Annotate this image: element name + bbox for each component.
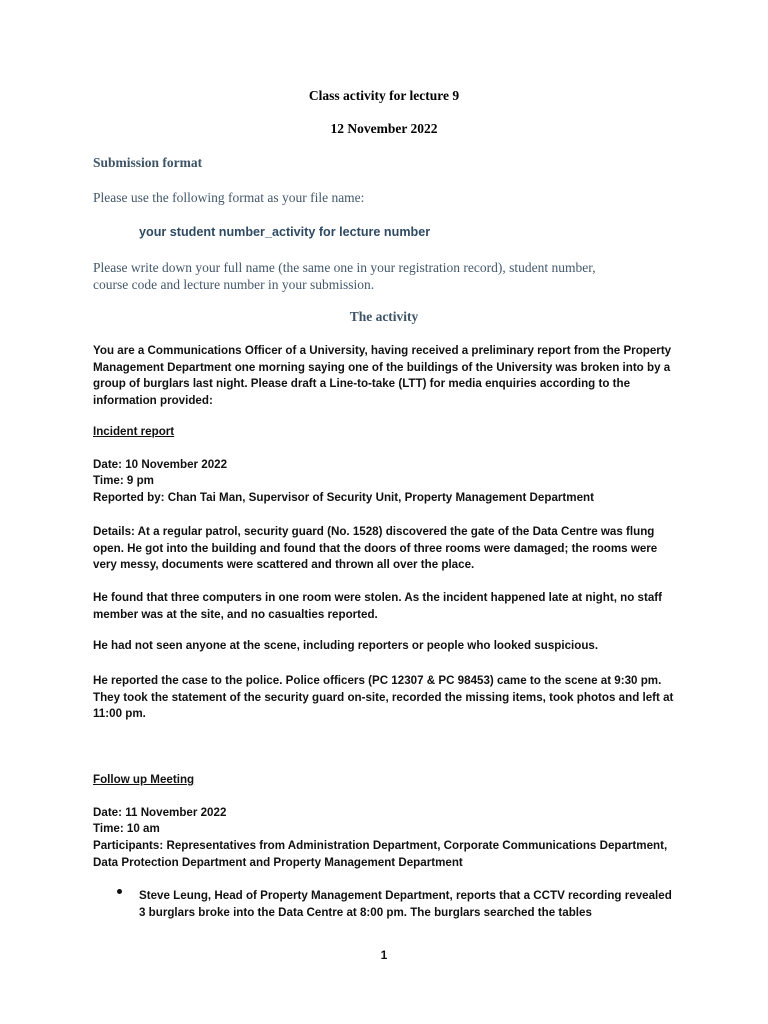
details-instruction-line2: course code and lecture number in your submission. [93, 277, 375, 292]
meeting-time: Time: 10 am [93, 822, 160, 835]
activity-text: You are a Communications Officer of a University, having received a preliminary report from the Property Management Department one morning saying one of the buildings of the University was broken into by a group of burglars last night. Please draft a Line-to-take (LTT) for media enquiries according to the information provided: [93, 344, 672, 407]
meeting-date: Date: 11 November 2022 [93, 806, 227, 819]
document-date: 12 November 2022 [330, 121, 438, 136]
meeting-heading: Follow up Meeting [93, 773, 195, 786]
bullet-item-1: Steve Leung, Head of Property Management Department, reports that a CCTV recording revealed 3 burglars broke into the Data Centre at 8:00 pm. The burglars searched the tables [139, 889, 672, 919]
computers-paragraph: He found that three computers in one room were stolen. As the incident happened late at night, no staff member was at the site, and no casualties reported. [93, 591, 663, 621]
incident-reported-by: Reported by: Chan Tai Man, Supervisor of Security Unit, Property Management Department [93, 491, 594, 504]
details-paragraph: Details: At a regular patrol, security guard (No. 1528) discovered the gate of the Data Centre was flung open. He got into the building and found that the doors of three rooms were damaged; the rooms were very messy, documents were scattered and thrown all over the place. [93, 525, 658, 571]
page-number: 1 [380, 948, 388, 962]
submission-heading: Submission format [93, 155, 203, 170]
incident-heading: Incident report [93, 425, 175, 438]
incident-time: Time: 9 pm [93, 474, 154, 487]
document-title: Class activity for lecture 9 [308, 88, 460, 103]
meeting-participants: Participants: Representatives from Administration Department, Corporate Communications Department, Data Protection Department and Property Management Department [93, 839, 668, 869]
no-one-paragraph: He had not seen anyone at the scene, including reporters or people who looked suspicious. [93, 639, 599, 652]
bullet-icon [117, 889, 122, 894]
format-instruction: Please use the following format as your file name: [93, 190, 365, 205]
incident-date: Date: 10 November 2022 [93, 458, 228, 471]
activity-heading: The activity [349, 309, 419, 324]
file-name-format: your student number_activity for lecture number [139, 225, 431, 239]
details-instruction-line1: Please write down your full name (the same one in your registration record), student number, [93, 260, 596, 275]
police-paragraph: He reported the case to the police. Police officers (PC 12307 & PC 98453) came to the scene at 9:30 pm. They took the statement of the security guard on-site, recorded the missing items, took photos and left at 11:00 pm. [93, 674, 674, 720]
